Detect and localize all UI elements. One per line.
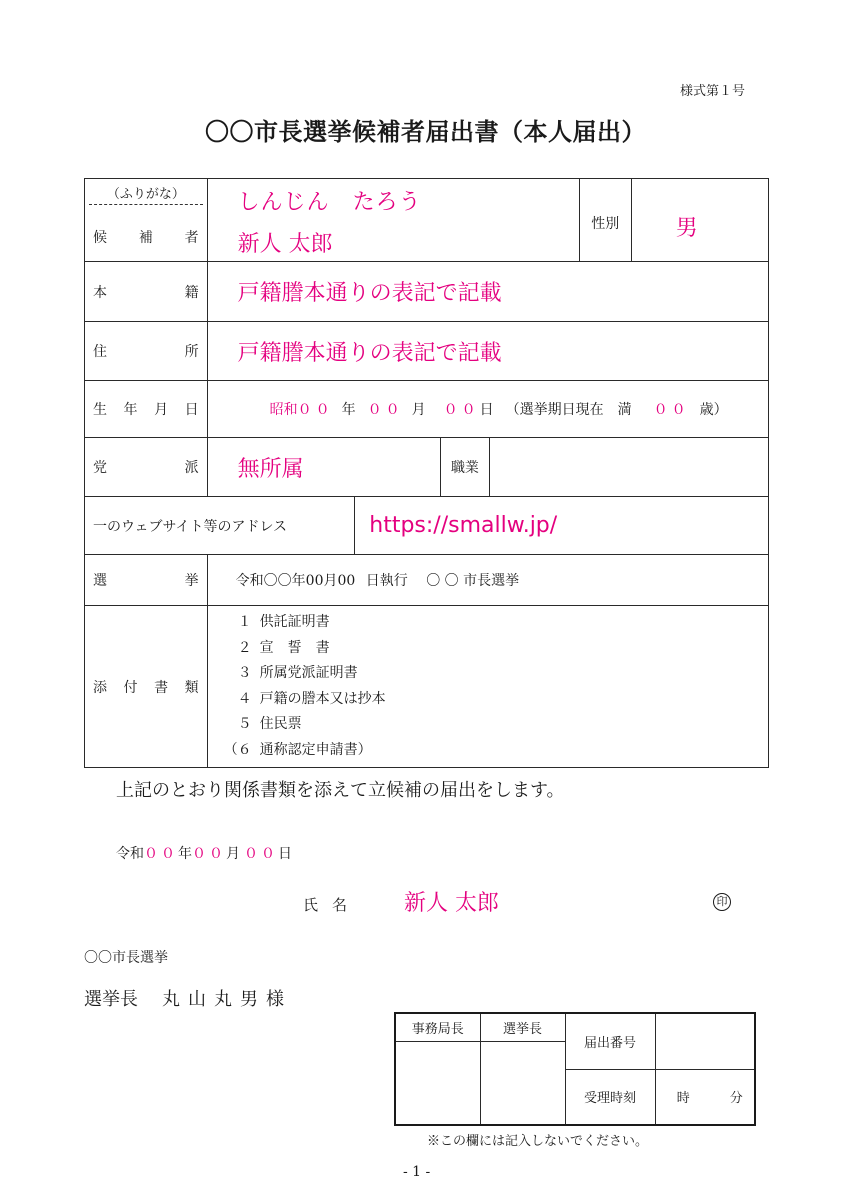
- election-value: 令和〇〇年00月00 日執行 〇 〇 市長選挙: [207, 555, 768, 606]
- office-number-value: [655, 1013, 755, 1069]
- election-label: 選 挙: [93, 573, 199, 589]
- address-label-cell: [85, 322, 208, 381]
- party-label: 党 派: [93, 460, 199, 476]
- birthdate-value-cell[interactable]: [207, 381, 768, 438]
- office-number-label: 届出番号: [565, 1013, 655, 1069]
- office-note: ※この欄には記入しないでください。: [427, 1134, 649, 1149]
- attachments-label-cell: [85, 606, 208, 768]
- form-number: 様式第１号: [680, 84, 746, 99]
- election-label-cell: [85, 555, 208, 606]
- signature-label: 氏名: [303, 896, 362, 914]
- document-title: 〇〇市長選挙候補者届出書（本人届出）: [205, 117, 646, 146]
- candidate-name-value: 新人 太郎: [237, 232, 333, 257]
- attachment-item: ４ 戸籍の謄本又は抄本: [237, 690, 386, 707]
- occupation-label: 職業: [440, 438, 490, 497]
- candidate-label-cell: [85, 179, 208, 262]
- honseki-label-cell: [85, 262, 208, 322]
- candidate-form-table: [84, 178, 769, 768]
- honseki-label: 本 籍: [93, 284, 199, 301]
- submission-statement: 上記のとおり関係書類を添えて立候補の届出をします。: [116, 780, 565, 801]
- occupation-value[interactable]: [490, 438, 769, 497]
- candidate-label: 候 補 者: [93, 230, 199, 246]
- attachment-item: （６ 通称認定申請書）: [223, 741, 372, 758]
- office-stamp-secretary: [395, 1041, 480, 1125]
- submission-date[interactable]: 令和００年００月 ００日: [116, 846, 292, 862]
- office-head-secretary: 事務局長: [395, 1013, 480, 1041]
- office-head-chief: 選挙長: [480, 1013, 565, 1041]
- office-stamp-chief: [480, 1041, 565, 1125]
- attachment-item: ３ 所属党派証明書: [237, 665, 358, 681]
- website-label: 一のウェブサイト等のアドレス: [85, 497, 355, 555]
- honseki-value[interactable]: 戸籍謄本通りの表記で記載: [207, 262, 768, 322]
- office-time-value: 時 分: [655, 1069, 755, 1125]
- signature-name[interactable]: 新人 太郎: [404, 891, 499, 916]
- party-label-cell: [85, 438, 208, 497]
- furigana-divider: [89, 204, 203, 205]
- address-value[interactable]: 戸籍謄本通りの表記で記載: [207, 322, 768, 381]
- office-time-label: 受理時刻: [565, 1069, 655, 1125]
- birthdate-label-cell: [85, 381, 208, 438]
- website-value[interactable]: https://smallw.jp/: [355, 497, 769, 555]
- furigana-label: （ふりがな）: [106, 187, 185, 202]
- birthdate-value: 昭和 ００ 年 ００ 月 ００ 日 （選挙期日現在 満 ００ 歳）: [269, 402, 728, 418]
- attachment-item: ５ 住民票: [237, 716, 302, 732]
- attachments-list: [207, 606, 768, 768]
- seal-mark: 印: [713, 893, 731, 911]
- attachment-item: １ 供託証明書: [237, 614, 330, 630]
- attachment-item: ２ 宣 誓 書: [237, 639, 330, 656]
- election-chief: 選挙長 丸山丸男様: [84, 989, 284, 1010]
- attachments-label: 添 付 書 類: [93, 679, 199, 696]
- page-number: - 1 -: [403, 1164, 431, 1180]
- election-name: 〇〇市長選挙: [84, 950, 168, 966]
- party-value[interactable]: 無所属: [207, 438, 440, 497]
- gender-label: 性別: [579, 179, 631, 262]
- office-use-box: [394, 1012, 756, 1126]
- address-label: 住 所: [93, 344, 199, 360]
- birthdate-label: 生 年 月 日: [93, 402, 199, 418]
- gender-value[interactable]: 男: [631, 179, 768, 262]
- furigana-value: しんじん たろう: [237, 190, 422, 215]
- candidate-name-cell[interactable]: [207, 179, 579, 262]
